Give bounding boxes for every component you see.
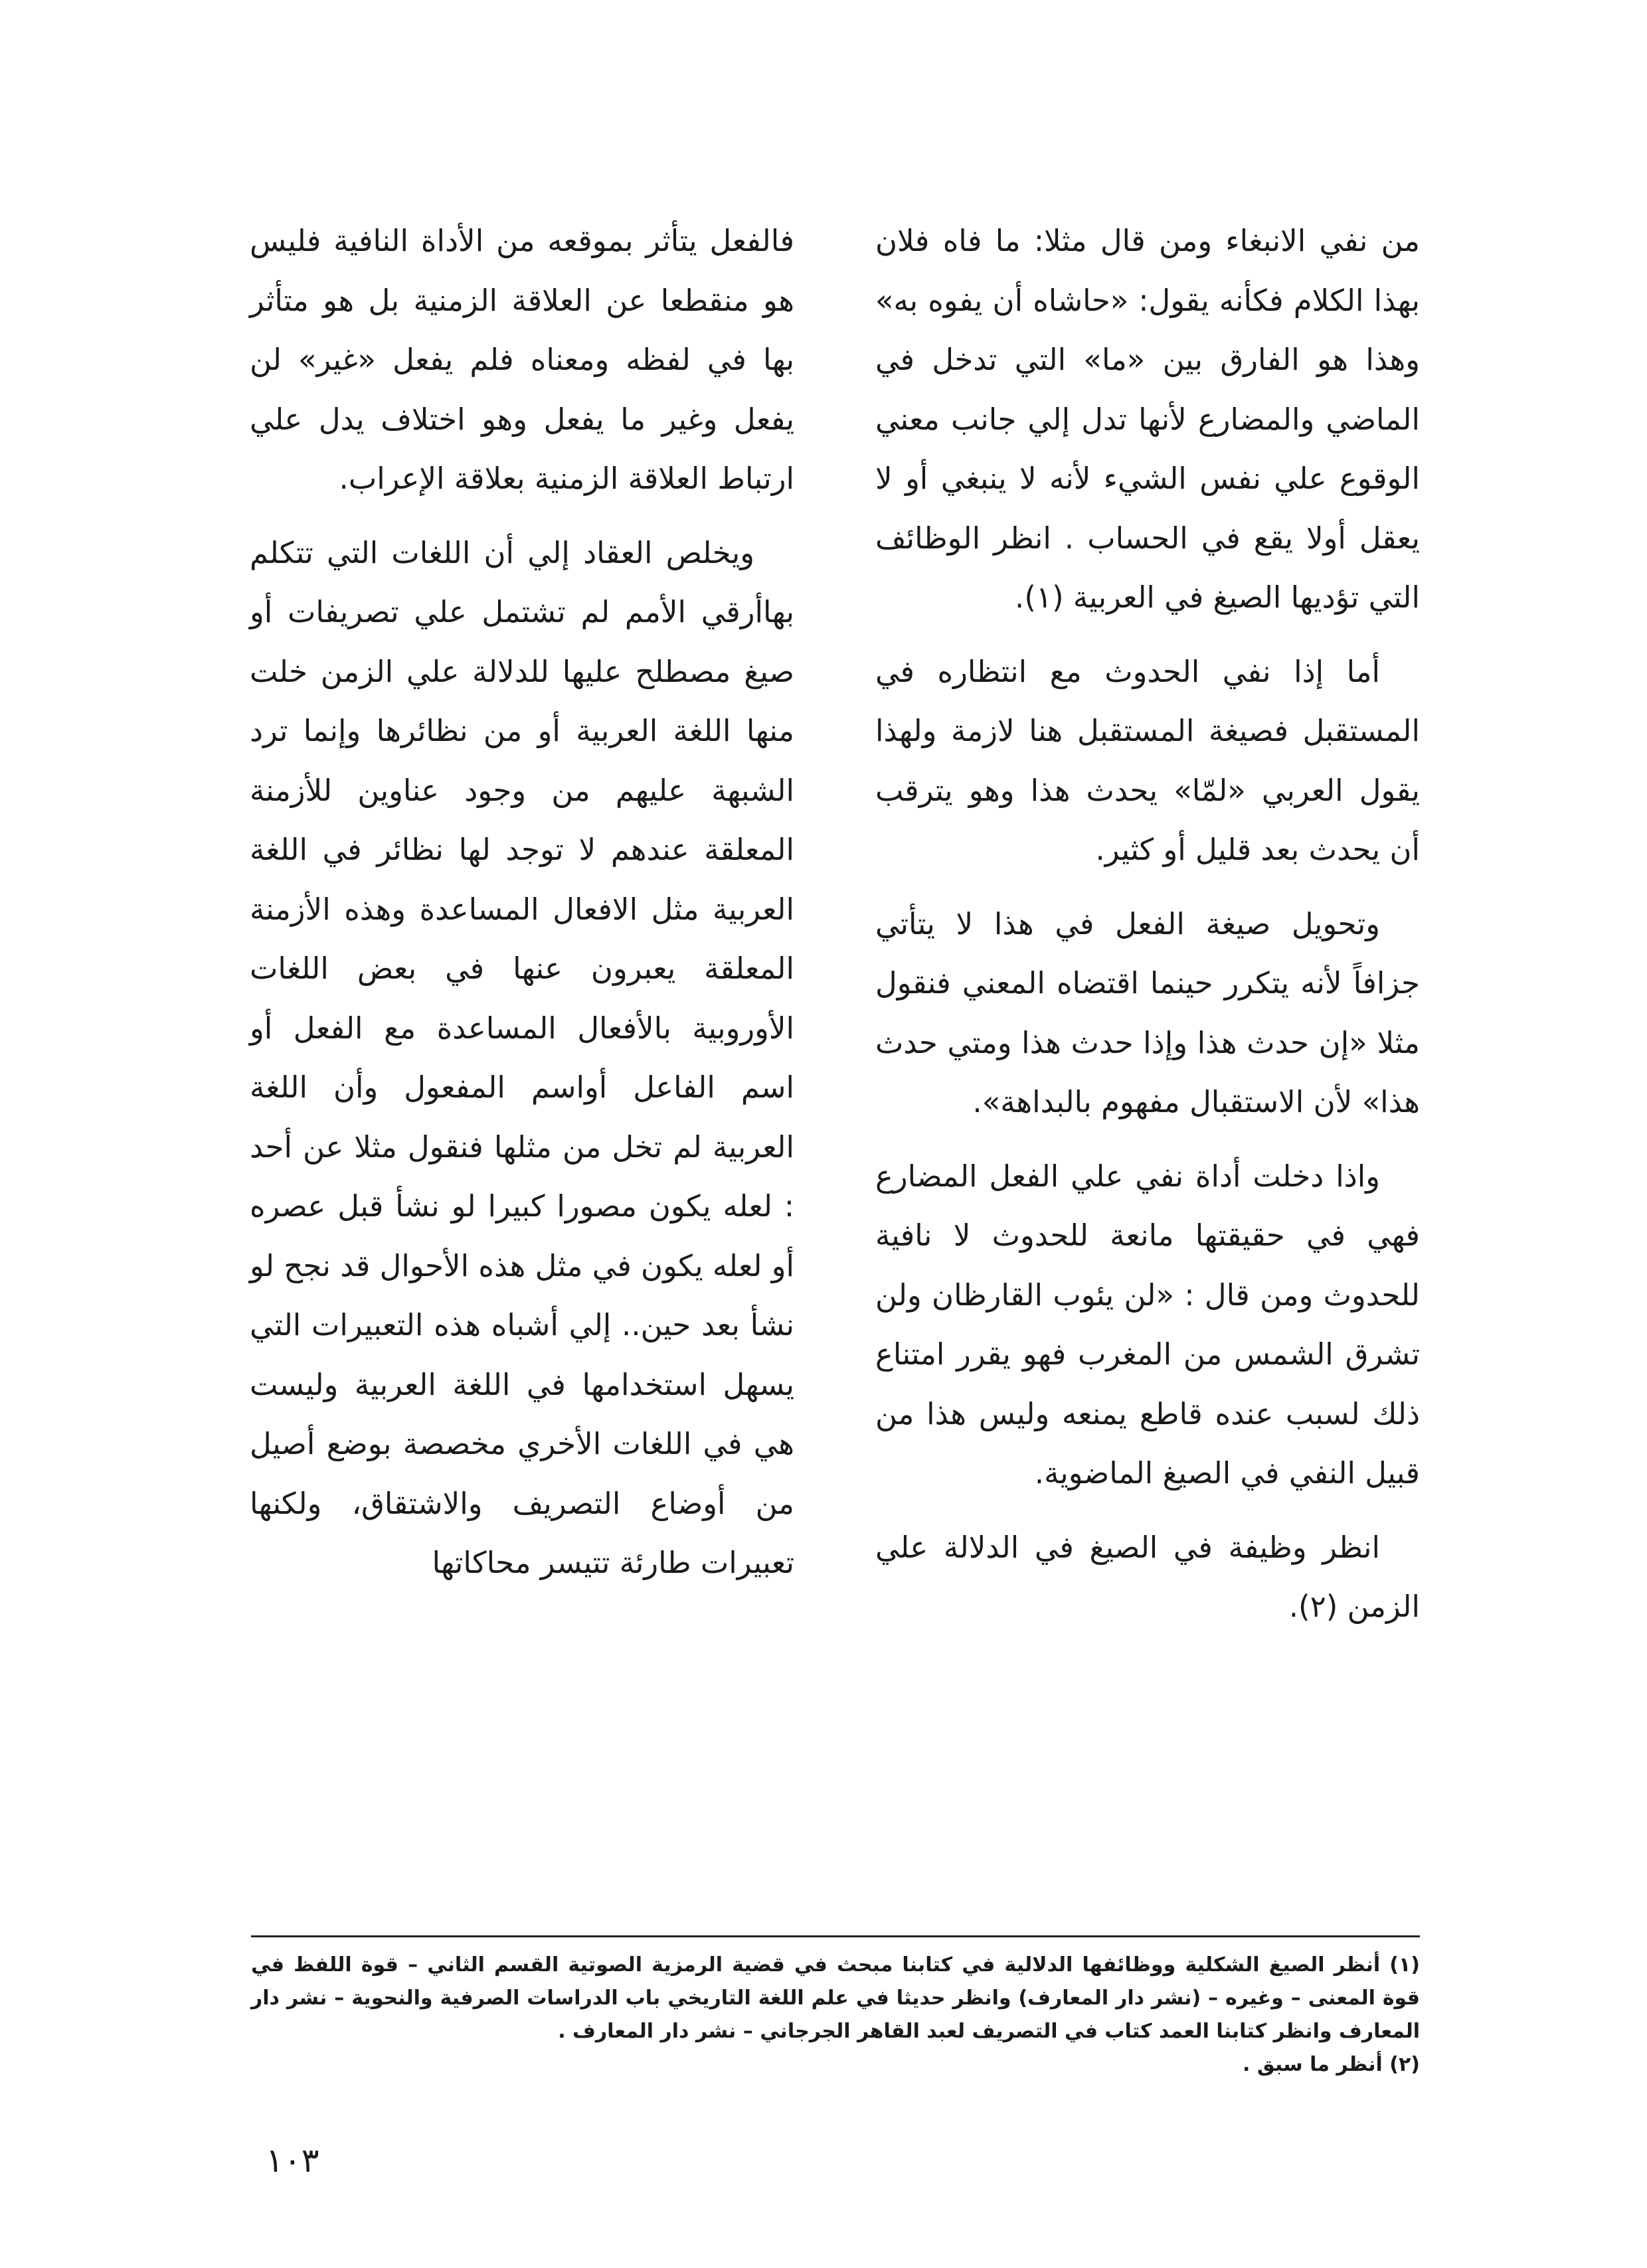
paragraph: انظر وظيفة في الصيغ في الدلالة علي الزمن (٢).: [875, 1529, 1420, 1624]
paragraph: ويخلص العقاد إلي أن اللغات التي تتكلم بهاأرقي الأمم لم تشتمل علي تصريفات أو صيغ مصطلح عليها للدلالة علي الزمن خلت منها اللغة العربية أو من نظائرها وإنما ترد الشبهة عليهم من وجود عناوين للأزمنة المعلقة عندهم لا توجد لها نظائر في اللغة العربية مثل الافعال المساعدة وهذه الأزمنة المعلقة يعبرون عنها في بعض اللغات الأوروبية بالأفعال المساعدة مع الفعل أو اسم الفاعل أواسم المفعول وأن اللغة العربية لم تخل من مثلها فنقول مثلا عن أحد : لعله يكون مصورا كبيرا لو نشأ قبل عصره أو لعله يكون في مثل هذه الأحوال قد نجح لو نشأ بعد حين.. إلي أشباه هذه التعبيرات التي يسهل استخدامها في اللغة العربية وليست هي في اللغات الأخري مخصصة بوضع أصيل من أوضاع التصريف والاشتقاق، ولكنها تعبيرات طارئة تتيسر محاكاتها: [250, 534, 794, 1580]
paragraph: وتحويل صيغة الفعل في هذا لا يتأتي جزافاً لأنه يتكرر حينما اقتضاه المعني فنقول مثلا «إن حدث هذا وإذا حدث هذا ومتي حدث هذا» لأن الاستقبال مفهوم بالبداهة».: [875, 906, 1420, 1119]
paragraph: فالفعل يتأثر بموقعه من الأداة النافية فليس هو منقطعا عن العلاقة الزمنية بل هو متأثر بها في لفظه ومعناه فلم يفعل «غير» لن يفعل وغير ما يفعل وهو اختلاف يدل علي ارتباط العلاقة الزمنية بعلاقة الإعراب.: [250, 223, 794, 496]
text-column-right: [875, 211, 1420, 1651]
footnote-1: (١) أنظر الصيغ الشكلية ووظائفها الدلالية في كتابنا مبحث في قضية الرمزية الصوتية القسم الثاني – قوة اللفظ في قوة المعنى – وغيره – (نشر دار المعارف) وانظر حديثا في علم اللغة التاريخي باب الدراسات الصرفية والنحوية – نشر دار المعارف وانظر كتابنا العمد كتاب في التصريف لعبد القاهر الجرجاني – نشر دار المعارف .: [251, 1953, 1420, 2043]
footnote-2: (٢) أنظر ما سبق .: [1243, 2053, 1420, 2076]
paragraph: من نفي الانبغاء ومن قال مثلا: ما فاه فلان بهذا الكلام فكأنه يقول: «حاشاه أن يفوه به» وهذا هو الفارق بين «ما» التي تدخل في الماضي والمضارع لأنها تدل إلي جانب معني الوقوع علي نفس الشيء لأنه لا ينبغي أو لا يعقل أولا يقع في الحساب . انظر الوظائف التي تؤديها الصيغ في العربية (١).: [875, 223, 1420, 615]
paragraph: أما إذا نفي الحدوث مع انتظاره في المستقبل فصيغة المستقبل هنا لازمة ولهذا يقول العربي «لمّا» يحدث هذا وهو يترقب أن يحدث بعد قليل أو كثير.: [875, 653, 1420, 867]
text-column-left: [250, 211, 794, 1607]
paragraph: واذا دخلت أداة نفي علي الفعل المضارع فهي في حقيقتها مانعة للحدوث لا نافية للحدوث ومن قال : «لن يئوب القارظان ولن تشرق الشمس من المغرب فهو يقرر امتناع ذلك لسبب عنده قاطع يمنعه وليس هذا من قبيل النفي في الصيغ الماضوية.: [875, 1158, 1420, 1491]
footnote-divider: [251, 1935, 1420, 1937]
page-number: ١٠٣: [266, 2141, 319, 2180]
footnotes: [251, 1949, 1420, 2081]
